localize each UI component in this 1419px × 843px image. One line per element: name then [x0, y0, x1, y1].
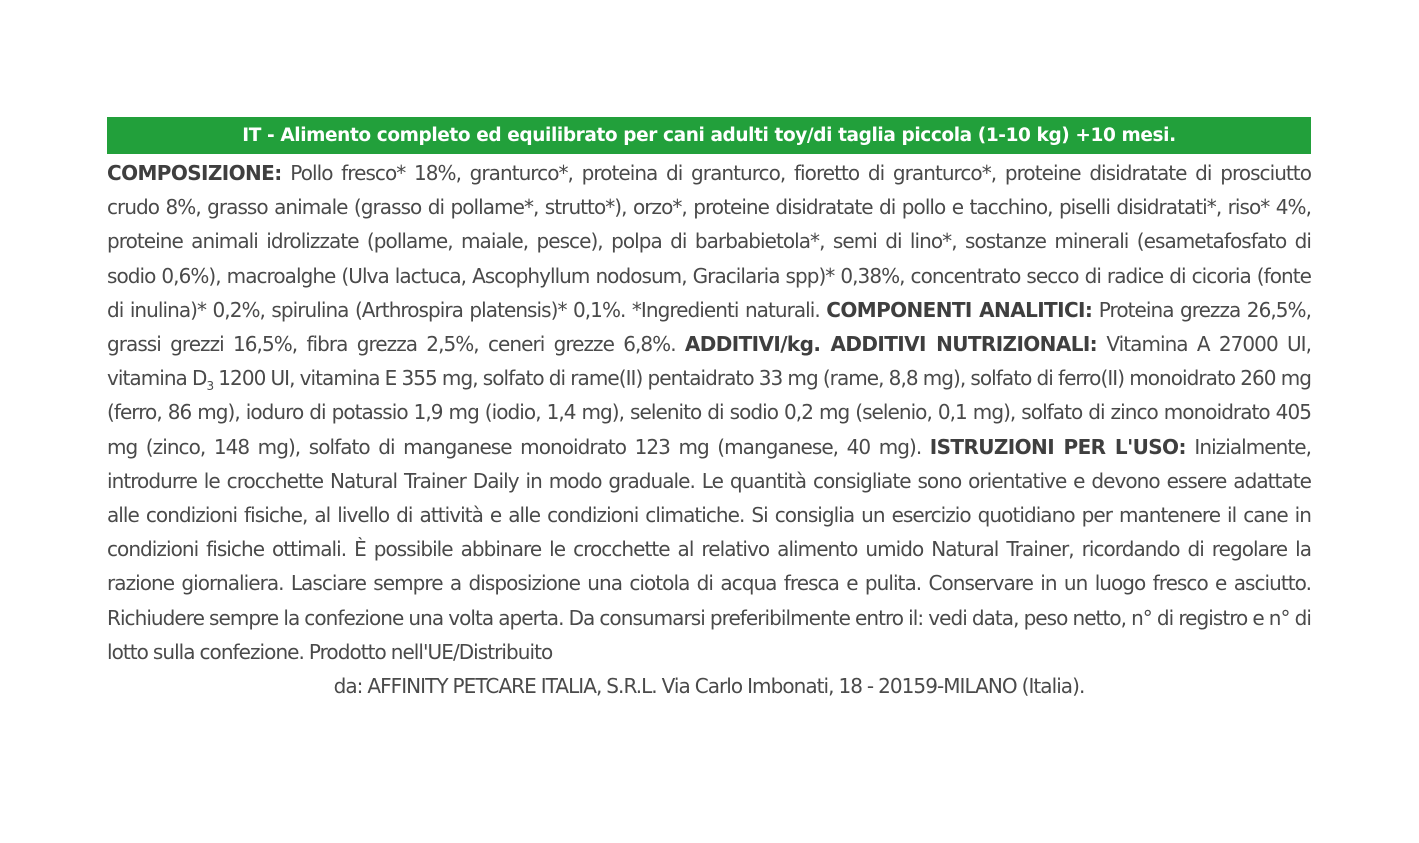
additives-text: Vitamina A 27000 UI, vitamina D [107, 332, 1312, 391]
additives-text-continued: 1200 UI, vitamina E 355 mg, solfato di rame(II) pentaidrato 33 mg (rame, 8,8 mg), solfato di ferro(II) monoidrato 260 mg (ferro, 86 mg), ioduro di potassio 1,9 mg (iodio, 1,4 mg), selenito di sodio 0,2 mg (selenio, 0,1 mg), solfato di zinco monoidrato 405 mg (zinco, 148 mg), solfato di manganese monoidrato 123 mg (manganese, 40 mg). [107, 366, 1311, 459]
composition-label: COMPOSIZIONE: [107, 161, 282, 185]
label-header-bar: IT - Alimento completo ed equilibrato per cani adulti toy/di taglia piccola (1-10 kg) +10 mesi. [107, 117, 1311, 154]
analytical-text: Proteina grezza 26,5%, grassi grezzi 16,5%, fibra grezza 2,5%, ceneri grezze 6,8%. [107, 297, 1311, 357]
analytical-label: COMPONENTI ANALITICI: [826, 297, 1093, 322]
instructions-label: ISTRUZIONI PER L'USO: [929, 434, 1186, 459]
instructions-text: Inizialmente, introdurre le crocchette Natural Trainer Daily in modo graduale. Le quantità consigliate sono orientative e devono essere adattate alle condizioni fisiche, al livello di attività e alle condizioni climatiche. Si consiglia un esercizio quotidiano per mantenere il cane in condizioni fisiche ottimali. È possibile abbinare le crocchette al relativo alimento umido Natural Trainer, ricordando di regolare la razione giornaliera. Lasciare sempre a disposizione una ciotola di acqua fresca e pulita. Conservare in un luogo fresco e asciutto. Richiudere sempre la confezione una volta aperta. Da consumarsi preferibilmente entro il: vedi data, peso netto, n° di registro e n° di lotto sulla confezione. Prodotto nell'UE/Distribuito [107, 434, 1312, 664]
distributor-line: da: AFFINITY PETCARE ITALIA, S.R.L. Via Carlo Imbonati, 18 - 20159-MILANO (Italia). [333, 674, 1085, 699]
additives-label: ADDITIVI/kg. ADDITIVI NUTRIZIONALI: [684, 332, 1098, 357]
vitamin-d-subscript: 3 [206, 379, 214, 394]
product-label [107, 117, 1311, 703]
composition-text: Pollo fresco* 18%, granturco*, proteina di granturco, fioretto di granturco*, proteine disidratate di prosciutto crudo 8%, grasso animale (grasso di pollame*, strutto*), orzo*, proteine disidratate di pollo e tacchino, piselli disidratati*, riso* 4%, proteine animali idrolizzate (pollame, maiale, pesce), polpa di barbabietola*, semi di lino*, sostanze minerali (esametafosfato di sodio 0,6%), macroalghe (Ulva lactuca, Ascophyllum nodosum, Gracilaria spp)* 0,38%, concentrato secco di radice di cicoria (fonte di inulina)* 0,2%, spirulina (Arthrospira platensis)* 0,1%. *Ingredienti naturali. [107, 161, 1311, 322]
label-body-text [107, 156, 1311, 703]
